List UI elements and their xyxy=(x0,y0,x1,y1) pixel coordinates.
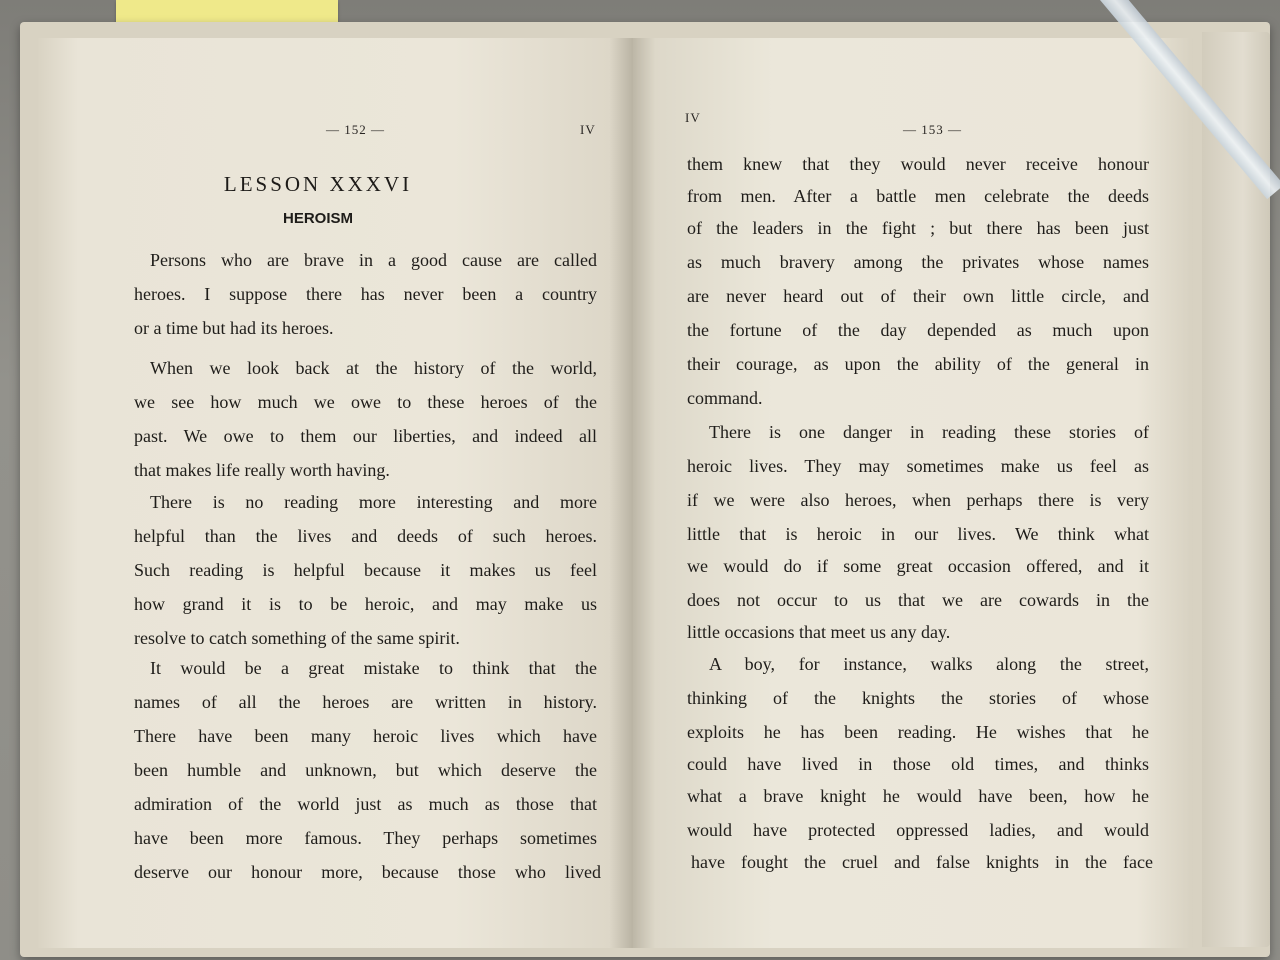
right-line: command. xyxy=(687,388,763,408)
left-line: deserve our honour more, because those who lived xyxy=(134,862,601,882)
right-line: exploits he has been reading. He wishes that he xyxy=(687,722,1149,742)
right-line: their courage, as upon the ability of the general in xyxy=(687,354,1149,374)
right-line: heroic lives. They may sometimes make us feel as xyxy=(687,456,1149,476)
left-line: There is no reading more interesting and more xyxy=(150,492,597,512)
right-line: from men. After a battle men celebrate the deeds xyxy=(687,186,1149,206)
left-line: or a time but had its heroes. xyxy=(134,318,334,338)
right-page-number: — 153 — xyxy=(903,122,962,137)
left-line: that makes life really worth having. xyxy=(134,460,390,480)
left-line: past. We owe to them our liberties, and indeed all xyxy=(134,426,597,446)
left-line: been humble and unknown, but which deserve the xyxy=(134,760,597,780)
lesson-subtitle: HEROISM xyxy=(282,210,353,227)
left-page-number: — 152 — xyxy=(326,122,385,137)
right-line: could have lived in those old times, and thinks xyxy=(687,754,1149,774)
right-line: have fought the cruel and false knights in the face xyxy=(691,852,1153,872)
right-line: thinking of the knights the stories of whose xyxy=(687,688,1149,708)
left-line: heroes. I suppose there has never been a country xyxy=(134,284,597,304)
left-line: There have been many heroic lives which have xyxy=(134,726,597,746)
right-line: of the leaders in the fight ; but there has been just xyxy=(687,218,1149,238)
right-page xyxy=(633,38,1193,948)
left-line: It would be a great mistake to think that the xyxy=(150,658,597,678)
left-line: how grand it is to be heroic, and may make us xyxy=(134,594,597,614)
left-line: resolve to catch something of the same spirit. xyxy=(134,628,460,648)
left-line: admiration of the world just as much as those that xyxy=(134,794,597,814)
lesson-title: LESSON XXXVI xyxy=(223,172,413,196)
left-line: helpful than the lives and deeds of such heroes. xyxy=(134,526,597,546)
right-line: are never heard out of their own little circle, and xyxy=(687,286,1149,306)
right-line: A boy, for instance, walks along the street, xyxy=(709,654,1149,674)
right-line: them knew that they would never receive honour xyxy=(687,154,1149,174)
right-line: we would do if some great occasion offered, and it xyxy=(687,556,1149,576)
right-line: little that is heroic in our lives. We think what xyxy=(687,524,1149,544)
open-book xyxy=(20,22,1270,957)
left-section-marker: IV xyxy=(580,122,596,137)
right-line: There is one danger in reading these stories of xyxy=(709,422,1149,442)
right-section-marker: IV xyxy=(685,110,701,125)
left-line: Such reading is helpful because it makes us feel xyxy=(134,560,597,580)
right-line: as much bravery among the privates whose names xyxy=(687,252,1149,272)
right-line: if we were also heroes, when perhaps there is very xyxy=(687,490,1149,510)
right-line: the fortune of the day depended as much upon xyxy=(687,320,1149,340)
left-line: have been more famous. They perhaps sometimes xyxy=(134,828,597,848)
left-page xyxy=(38,38,633,948)
right-line: little occasions that meet us any day. xyxy=(687,622,951,642)
left-line: When we look back at the history of the world, xyxy=(150,358,597,378)
left-line: names of all the heroes are written in history. xyxy=(134,692,597,712)
right-line: what a brave knight he would have been, how he xyxy=(687,786,1149,806)
left-line: Persons who are brave in a good cause are called xyxy=(150,250,597,270)
right-line: does not occur to us that we are cowards in the xyxy=(687,590,1149,610)
left-line: we see how much we owe to these heroes of the xyxy=(134,392,597,412)
right-line: would have protected oppressed ladies, and would xyxy=(687,820,1149,840)
